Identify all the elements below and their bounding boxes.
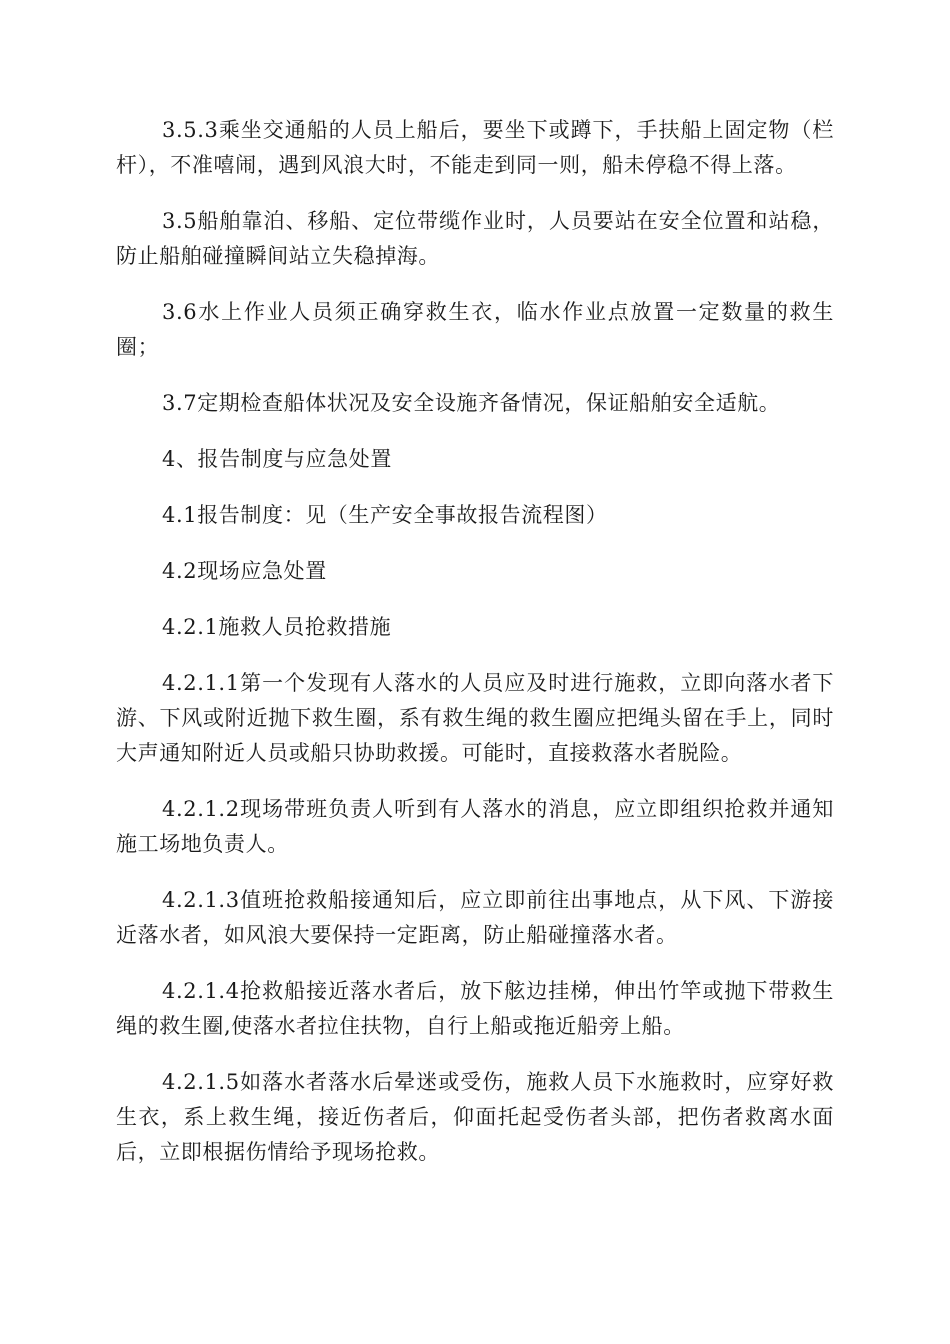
paragraph-4-1: 4.1报告制度：见（生产安全事故报告流程图） <box>162 503 608 527</box>
paragraph-4-2-1-3: 4.2.1.3值班抢救船接通知后，应立即前往出事地点，从下风、下游接近落水者，如风浪大要保持一定距离，防止船碰撞落水者。 <box>116 888 834 947</box>
paragraph-4-2-1-2: 4.2.1.2现场带班负责人听到有人落水的消息，应立即组织抢救并通知施工场地负责人。 <box>116 797 834 856</box>
paragraph-4-2-1-5: 4.2.1.5如落水者落水后晕迷或受伤，施救人员下水施救时，应穿好救生衣，系上救生绳，接近伤者后，仰面托起受伤者头部，把伤者救离水面后，立即根据伤情给予现场抢救。 <box>116 1070 834 1164</box>
paragraph-3-6: 3.6水上作业人员须正确穿救生衣，临水作业点放置一定数量的救生圈； <box>116 300 834 359</box>
paragraph-3-5-3: 3.5.3乘坐交通船的人员上船后，要坐下或蹲下，手扶船上固定物（栏杆），不准嘻闹，遇到风浪大时，不能走到同一则，船未停稳不得上落。 <box>116 118 834 177</box>
document-body <box>116 113 834 1191</box>
paragraph-3-7: 3.7定期检查船体状况及安全设施齐备情况，保证船舶安全适航。 <box>162 391 781 415</box>
paragraph-3-5: 3.5船舶靠泊、移船、定位带缆作业时，人员要站在安全位置和站稳，防止船舶碰撞瞬间站立失稳掉海。 <box>116 209 834 268</box>
paragraph-4-2: 4.2现场应急处置 <box>162 559 327 583</box>
paragraph-4-2-1-4: 4.2.1.4抢救船接近落水者后，放下舷边挂梯，伸出竹竿或抛下带救生绳的救生圈,使落水者拉住扶物，自行上船或拖近船旁上船。 <box>116 979 834 1038</box>
paragraph-4-2-1: 4.2.1施救人员抢救措施 <box>162 615 392 639</box>
section-heading-4: 4、报告制度与应急处置 <box>162 447 392 471</box>
paragraph-4-2-1-1: 4.2.1.1第一个发现有人落水的人员应及时进行施救，立即向落水者下游、下风或附近抛下救生圈，系有救生绳的救生圈应把绳头留在手上，同时大声通知附近人员或船只协助救援。可能时，直接救落水者脱险。 <box>116 671 834 765</box>
